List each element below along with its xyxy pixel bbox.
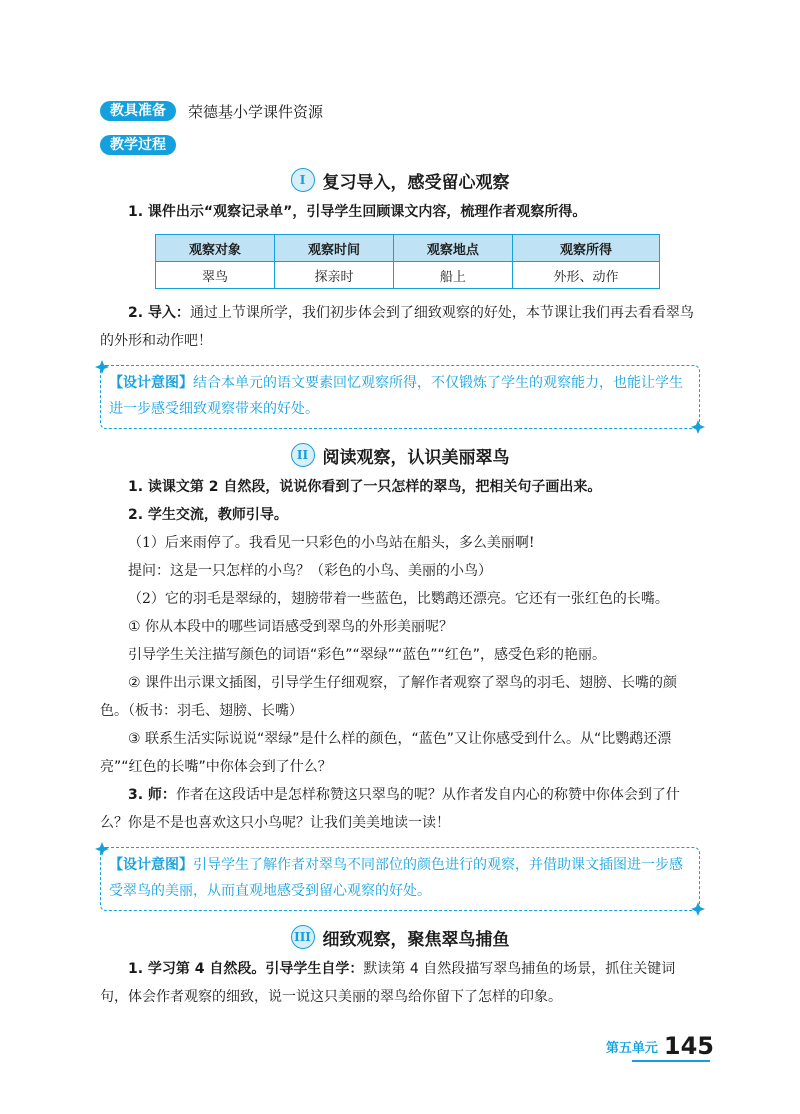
corner-ornament-icon [691,420,705,434]
prep-text: 荣德基小学课件资源 [188,102,324,121]
observation-table [155,234,660,289]
design-intent-label: 【设计意图】 [109,857,193,873]
corner-ornament-icon [691,902,705,916]
s2-item-3: ③ 联系生活实际说说“翠绿”是什么样的颜色，“蓝色”又让你感受到什么。从“比鹦鹉还漂亮”“红色的长嘴”中你体会到了什么？ [100,731,672,775]
page-footer [606,1032,714,1060]
process-row [100,132,700,158]
table-row [156,262,660,289]
s2-question-1: 提问：这是一只怎样的小鸟？（彩色的小鸟、美丽的小鸟） [128,563,492,579]
table-cell: 翠鸟 [156,262,275,289]
s2-item-1-guide: 引导学生关注描写颜色的词语“彩色”“翠绿”“蓝色”“红色”，感受色彩的艳丽。 [128,647,607,663]
design-intent-text: 结合本单元的语文要素回忆观察所得，不仅锻炼了学生的观察能力，也能让学生进一步感受细致观察带来的好处。 [109,375,683,417]
prep-tag: 教具准备 [100,101,176,121]
design-intent-box-1 [100,365,700,429]
table-header: 观察对象 [156,235,275,262]
corner-ornament-icon [95,360,109,374]
s2-quote-1: （1）后来雨停了。我看见一只彩色的小鸟站在船头，多么美丽啊! [128,535,535,551]
section-2-numeral: II [291,443,315,467]
table-header: 观察时间 [274,235,393,262]
s2-item-1: ① 你从本段中的哪些词语感受到翠鸟的外形美丽呢？ [128,619,453,635]
table-cell: 船上 [393,262,512,289]
section-1-title: 复习导入，感受留心观察 [322,172,510,193]
page-content [100,98,700,1011]
design-intent-label: 【设计意图】 [109,375,193,391]
design-intent-text: 引导学生了解作者对翠鸟不同部位的颜色进行的观察，并借助课文插图进一步感受翠鸟的美丽，从而直观地感受到留心观察的好处。 [109,857,683,899]
process-tag: 教学过程 [100,135,176,155]
corner-ornament-icon [95,842,109,856]
s2-item-2: ② 课件出示课文插图，引导学生仔细观察，了解作者观察了翠鸟的羽毛、翅膀、长嘴的颜色。（板书：羽毛、翅膀、长嘴） [100,675,677,719]
s2-paragraph-3: 3. 师：作者在这段话中是怎样称赞这只翠鸟的呢？从作者发自内心的称赞中你体会到了什么？你是不是也喜欢这只小鸟呢？让我们美美地读一读！ [100,787,680,831]
footer-rule [632,1060,710,1062]
table-cell: 探亲时 [274,262,393,289]
s1-paragraph-2: 2. 导入：通过上节课所学，我们初步体会到了细致观察的好处，本节课让我们再去看看翠鸟的外形和动作吧！ [100,305,694,349]
s1-paragraph-1: 1. 课件出示“观察记录单”，引导学生回顾课文内容，梳理作者观察所得。 [128,204,587,220]
s2-paragraph-2: 2. 学生交流，教师引导。 [128,507,288,523]
section-2-title: 阅读观察，认识美丽翠鸟 [322,447,510,468]
table-cell: 外形、动作 [512,262,659,289]
section-2-heading [100,441,700,469]
s2-paragraph-1: 1. 读课文第 2 自然段，说说你看到了一只怎样的翠鸟，把相关句子画出来。 [128,479,602,495]
prep-row [100,98,700,124]
unit-label: 第五单元 [605,1041,658,1056]
table-header-row [156,235,660,262]
section-3-numeral: III [291,925,315,949]
table-header: 观察所得 [512,235,659,262]
s2-quote-2: （2）它的羽毛是翠绿的，翅膀带着一些蓝色，比鹦鹉还漂亮。它还有一张红色的长嘴。 [128,591,669,607]
section-1-heading [100,166,700,194]
section-3-heading [100,923,700,951]
table-header: 观察地点 [393,235,512,262]
s3-paragraph-1: 1. 学习第 4 自然段。引导学生自学：默读第 4 自然段描写翠鸟捕鱼的场景，抓住关键词句，体会作者观察的细致，说一说这只美丽的翠鸟给你留下了怎样的印象。 [100,961,676,1005]
section-3-title: 细致观察，聚焦翠鸟捕鱼 [322,929,510,950]
section-1-numeral: I [291,168,315,192]
design-intent-box-2 [100,847,700,911]
page-number: 145 [663,1032,714,1060]
